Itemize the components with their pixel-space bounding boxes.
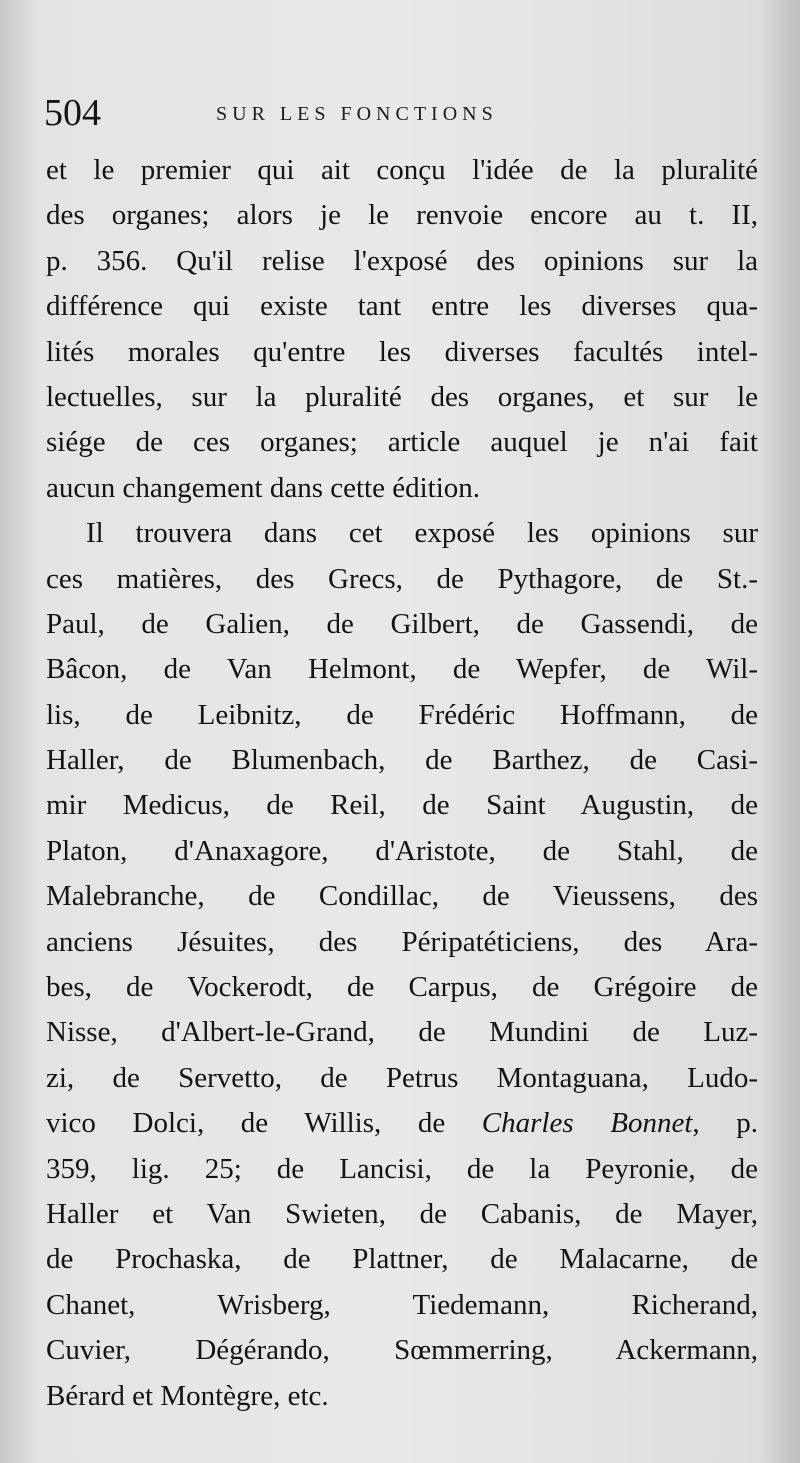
text-line: de Prochaska, de Plattner, de Malacarne, de [46,1243,758,1276]
text-line: Haller, de Blumenbach, de Barthez, de Casi- [46,744,758,777]
text-line: p. 356. Qu'il relise l'exposé des opinions sur la [46,244,758,277]
text-line: bes, de Vockerodt, de Carpus, de Grégoire de [46,971,758,1004]
page-header [44,88,704,138]
text-line: Nisse, d'Albert-le-Grand, de Mundini de Luz- [46,1016,758,1049]
text-line-with-italic [46,1101,758,1146]
text-line: siége de ces organes; article auquel je n'ai fait [46,426,758,459]
text-line: lités morales qu'entre les diverses facultés intel- [46,335,758,368]
text-line: Chanet, Wrisberg, Tiedemann, Richerand, [46,1288,758,1321]
text-line: mir Medicus, de Reil, de Saint Augustin, de [46,789,758,822]
text-line: aucun changement dans cette édition. [46,471,481,504]
text-line: Cuvier, Dégérando, Sœmmerring, Ackermann, [46,1334,758,1367]
text-line: zi, de Servetto, de Petrus Montaguana, Ludo- [46,1061,758,1094]
text-line: lectuelles, sur la pluralité des organes, et sur le [46,380,758,413]
text-line: des organes; alors je le renvoie encore au t. II, [46,199,758,232]
italic-name: Charles Bonnet [481,1107,693,1140]
text-line: Il trouvera dans cet exposé les opinions sur [86,517,758,550]
text-line: ces matières, des Grecs, de Pythagore, de St.- [46,562,758,595]
paragraph-2 [46,511,758,1419]
text-segment: , p. [692,1107,758,1140]
running-title: SUR LES FONCTIONS [216,103,498,125]
text-line: 359, lig. 25; de Lancisi, de la Peyronie, de [46,1152,758,1185]
text-line: anciens Jésuites, des Péripatéticiens, des Ara- [46,925,758,958]
text-line: Paul, de Galien, de Gilbert, de Gassendi, de [46,607,758,640]
page-number: 504 [44,92,101,134]
text-line: lis, de Leibnitz, de Frédéric Hoffmann, de [46,698,758,731]
text-line: Bâcon, de Van Helmont, de Wepfer, de Wil- [46,653,758,686]
text-line: Malebranche, de Condillac, de Vieussens, des [46,880,758,913]
body-text [46,148,758,1419]
text-line: Platon, d'Anaxagore, d'Aristote, de Stahl, de [46,834,758,867]
text-line: Haller et Van Swieten, de Cabanis, de Mayer, [46,1197,758,1230]
paragraph-1 [46,148,758,511]
text-line: différence qui existe tant entre les diverses qua- [46,290,758,323]
text-line: Bérard et Montègre, etc. [46,1379,329,1412]
text-segment: vico Dolci, de Willis, de [46,1107,482,1140]
text-line: et le premier qui ait conçu l'idée de la pluralité [46,154,758,186]
